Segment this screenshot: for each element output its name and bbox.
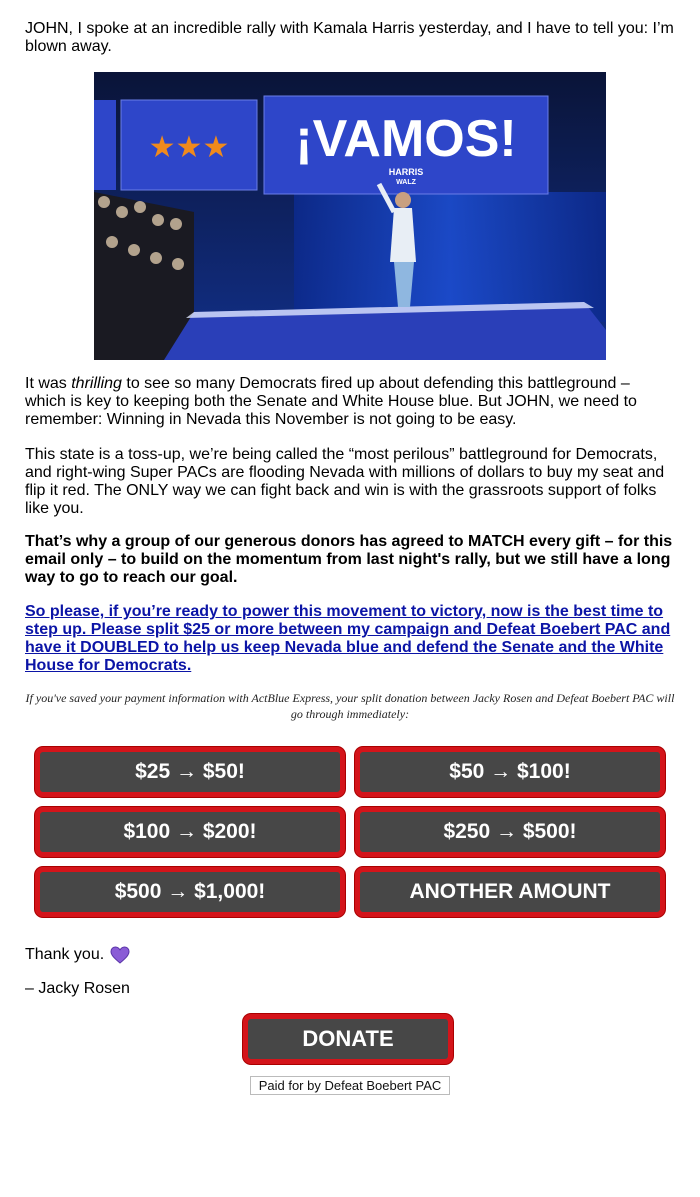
thanks-line <box>25 945 130 965</box>
split-donation-link[interactable]: So please, if you’re ready to power this movement to victory, now is the best time to step up. Please split $25 or more between my campaign and Defeat Boebert PAC and have it DOUBLED to help us keep Nevada blue and defend the Senate and the White House for Democrats. <box>25 603 671 674</box>
intro-paragraph: JOHN, I spoke at an incredible rally with Kamala Harris yesterday, and I have to tell you: I’m blown away. <box>25 20 674 55</box>
banner-vamos: ¡VAMOS! <box>295 110 517 168</box>
signature: – Jacky Rosen <box>25 980 130 997</box>
body-paragraph-thrilling <box>25 375 675 429</box>
rally-photo <box>94 72 606 360</box>
p2-text-before: It was <box>25 375 72 392</box>
donate-100-button[interactable]: $100 → $200! <box>35 807 345 857</box>
another-amount-button[interactable]: ANOTHER AMOUNT <box>355 867 665 917</box>
donate-250-button[interactable]: $250 → $500! <box>355 807 665 857</box>
body-paragraph-tossup: This state is a toss-up, we’re being called the “most perilous” battleground for Democrats, and right-wing Super PACs are flooding Nevada with millions of dollars to buy my seat and flip it red. The ONLY way we can fight back and win is with the grassroots support of folks like you. <box>25 446 665 517</box>
thanks-text: Thank you. <box>25 946 105 963</box>
donate-50-button[interactable]: $50 → $100! <box>355 747 665 797</box>
p2-text-after: to see so many Democrats fired up about defending this battleground – which is key to keeping both the Senate and White House blue. But JOHN, we need to remember: Winning in Nevada this November is not going to be easy. <box>25 375 637 428</box>
donate-link-paragraph <box>25 603 675 675</box>
banner-harris: HARRIS <box>388 167 424 177</box>
banner-walz: WALZ <box>396 179 416 186</box>
donate-button[interactable]: DONATE <box>243 1014 453 1064</box>
p2-emphasis: thrilling <box>71 375 122 392</box>
donate-25-button[interactable]: $25 → $50! <box>35 747 345 797</box>
paid-for-disclaimer: Paid for by Defeat Boebert PAC <box>250 1076 450 1095</box>
banner-stars: ★★★ <box>148 130 230 165</box>
rally-photo-illustration <box>94 72 606 360</box>
actblue-express-note: If you've saved your payment information with ActBlue Express, your split donation between Jacky Rosen and Defeat Boebert PAC will go through immediately: <box>25 691 675 721</box>
donate-500-button[interactable]: $500 → $1,000! <box>35 867 345 917</box>
match-paragraph: That’s why a group of our generous donors has agreed to MATCH every gift – for this email only – to build on the momentum from last night's rally, but we still have a long way to go to reach our goal. <box>25 533 673 586</box>
purple-heart-icon <box>110 946 130 964</box>
